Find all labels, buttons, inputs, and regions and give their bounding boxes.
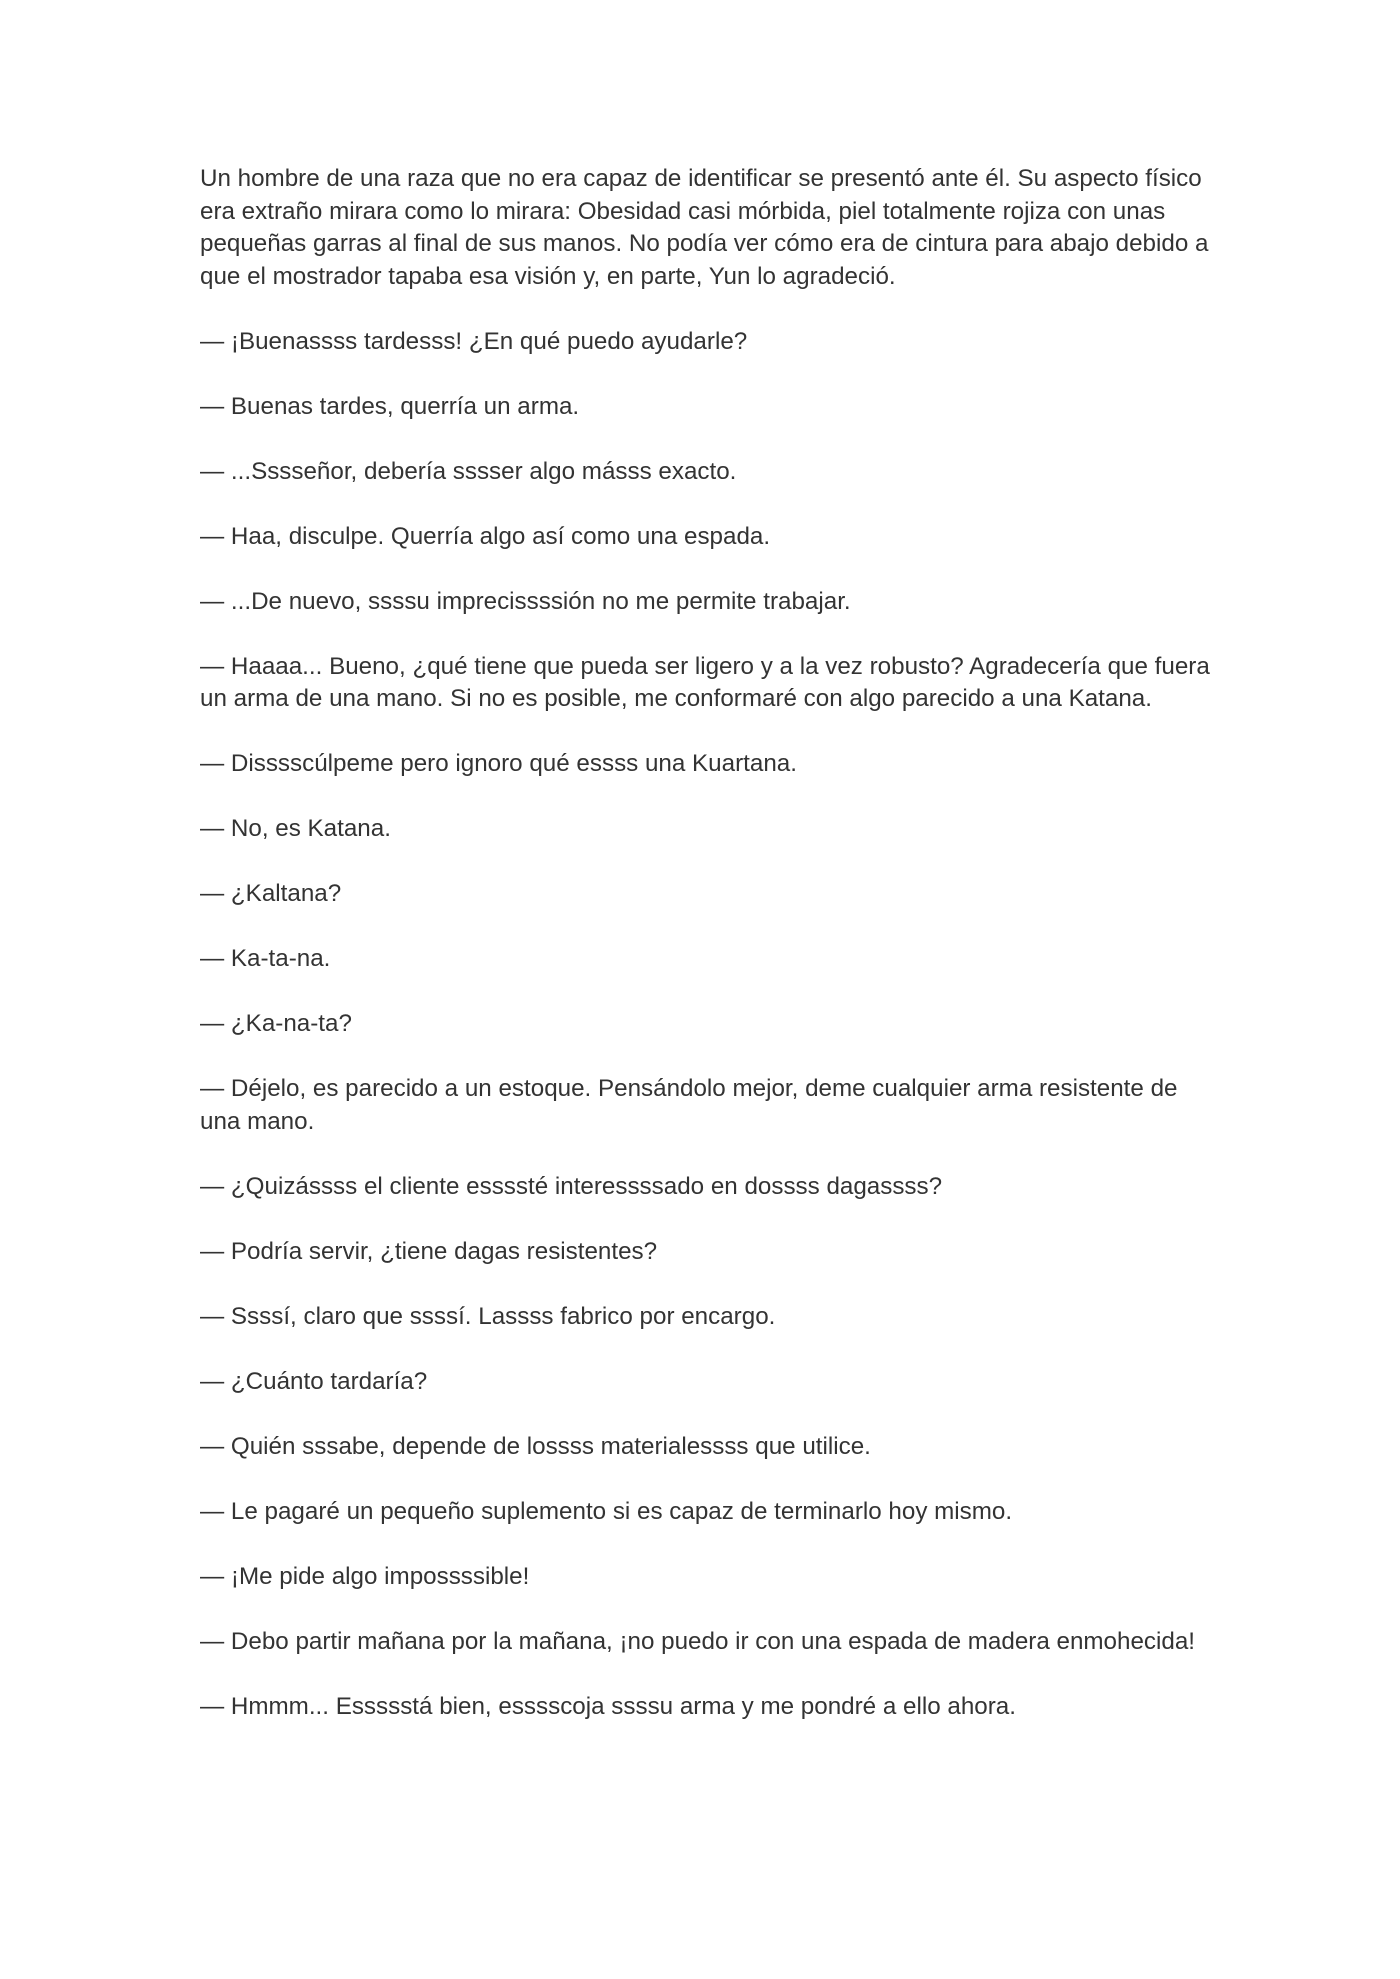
dialogue-line: — Haaaa... Bueno, ¿qué tiene que pueda ser ligero y a la vez robusto? Agradecería que fuera un arma de una mano. Si no es posible, me conformaré con algo parecido a una Katana. [200, 652, 1210, 712]
dialogue-line: — ...Sssseñor, debería sssser algo másss exacto. [200, 457, 737, 485]
dialogue-line: — ¿Ka-na-ta? [200, 1010, 352, 1037]
dialogue-line: — Ssssí, claro que ssssí. Lassss fabrico por encargo. [200, 1302, 776, 1330]
dialogue-line: — ¡Buenassss tardesss! ¿En qué puedo ayudarle? [200, 327, 748, 355]
dialogue-line: — ...De nuevo, ssssu imprecissssión no me permite trabajar. [200, 587, 851, 615]
dialogue-line: — ¿Kaltana? [200, 880, 342, 907]
dialogue-line: — ¿Cuánto tardaría? [200, 1367, 428, 1395]
dialogue-line: — ¡Me pide algo impossssible! [200, 1562, 530, 1590]
dialogue-line: — Le pagaré un pequeño suplemento si es capaz de terminarlo hoy mismo. [200, 1497, 1013, 1525]
dialogue-line: — Déjelo, es parecido a un estoque. Pensándolo mejor, deme cualquier arma resistente de una mano. [200, 1075, 1178, 1135]
dialogue-line: — Debo partir mañana por la mañana, ¡no puedo ir con una espada de madera enmohecida! [200, 1627, 1196, 1655]
narration-paragraph: Un hombre de una raza que no era capaz de identificar se presentó ante él. Su aspecto físico era extraño mirara como lo mirara: Obesidad casi mórbida, piel totalmente rojiza con unas pequeñas garras al final de sus manos. No podía ver cómo era de cintura para abajo debido a que el mostrador tapaba esa visión y, en parte, Yun lo agradeció. [200, 165, 1209, 290]
dialogue-line: — Ka-ta-na. [200, 945, 331, 972]
dialogue-line: — ¿Quizássss el cliente essssté interessssado en dossss dagassss? [200, 1172, 943, 1200]
dialogue-line: — Podría servir, ¿tiene dagas resistentes? [200, 1237, 658, 1265]
dialogue-line: — Haa, disculpe. Querría algo así como una espada. [200, 522, 771, 550]
document-body [200, 163, 1210, 1756]
dialogue-line: — No, es Katana. [200, 815, 391, 842]
dialogue-line: — Disssscúlpeme pero ignoro qué essss una Kuartana. [200, 750, 797, 777]
dialogue-line: — Buenas tardes, querría un arma. [200, 392, 580, 420]
dialogue-line: — Hmmm... Essssstá bien, esssscoja ssssu arma y me pondré a ello ahora. [200, 1692, 1016, 1720]
dialogue-line: — Quién sssabe, depende de lossss materialessss que utilice. [200, 1432, 871, 1460]
